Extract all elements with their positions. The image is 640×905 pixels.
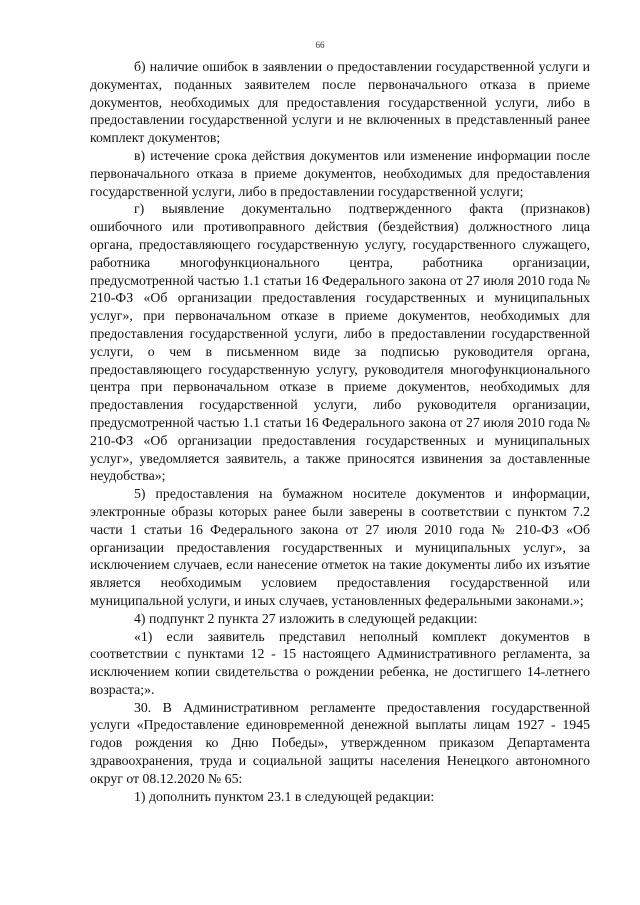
page-number: 66 xyxy=(315,40,325,50)
paragraph-item-v: в) истечение срока действия документов или изменение информации после первоначального отказа в приеме документов, необходимых для предоставления государственной услуги, либо в предоставлении государственной услуги; xyxy=(90,147,590,199)
paragraph-quoted-item-1: «1) если заявитель представил неполный комплект документов в соответствии с пунктами 12 - 15 настоящего Административного регламента, за исключением копии свидетельства о рождении ребенка, не достигшего 14-летнего возраста;». xyxy=(90,628,590,697)
paragraph-section-30: 30. В Административном регламенте предоставления государственной услуги «Предоставление единовременной денежной выплаты лицам 1927 - 1945 годов рождения ко Дню Победы», утвержденном приказом Департамента здравоохранения, труда и социальной защиты населения Ненецкого автономного округ от 08.12.2020 № 65: xyxy=(90,699,590,786)
paragraph-subitem-1: 1) дополнить пунктом 23.1 в следующей редакции: xyxy=(134,788,435,804)
paragraph-item-g: г) выявление документально подтвержденного факта (признаков) ошибочного или противоправного действия (бездействия) должностного лица органа, предоставляющего государственную услугу, государственного служащего, работника многофункционального центра, работника организации, предусмотренной частью 1.1 статьи 16 Федерального закона от 27 июля 2010 года № 210-ФЗ «Об организации предоставления государственных и муниципальных услуг», при первоначальном отказе в приеме документов, необходимых для предоставления государственной услуги, либо в предоставлении государственной услуги, о чем в письменном виде за подписью руководителя органа, предоставляющего государственную услугу, руководителя многофункционального центра при первоначальном отказе в приеме документов, необходимых для предоставления государственной услуги, либо руководителя организации, предусмотренной частью 1.1 статьи 16 Федерального закона от 27 июля 2010 года № 210-ФЗ «Об организации предоставления государственных и муниципальных услуг», уведомляется заявитель, а также приносятся извинения за доставленные неудобства»; xyxy=(90,201,590,484)
paragraph-item-b: б) наличие ошибок в заявлении о предоставлении государственной услуги и документах, поданных заявителем после первоначального отказа в приеме документов, необходимых для предоставления государственной услуги, либо в предоставлении государственной услуги и не включенных в представленный ранее комплект документов; xyxy=(90,59,590,146)
document-body xyxy=(90,58,590,805)
paragraph-item-5: 5) предоставления на бумажном носителе документов и информации, электронные образы которых ранее были заверены в соответствии с пунктом 7.2 части 1 статьи 16 Федерального закона от 27 июля 2010 года № 210-ФЗ «Об организации предоставления государственных и муниципальных услуг», за исключением случаев, если нанесение отметок на такие документы либо их изъятие является необходимым условием предоставления государственной или муниципальной услуги, и иных случаев, установленных федеральными законами.»; xyxy=(90,486,590,608)
paragraph-item-4: 4) подпункт 2 пункта 27 изложить в следующей редакции: xyxy=(134,610,478,626)
